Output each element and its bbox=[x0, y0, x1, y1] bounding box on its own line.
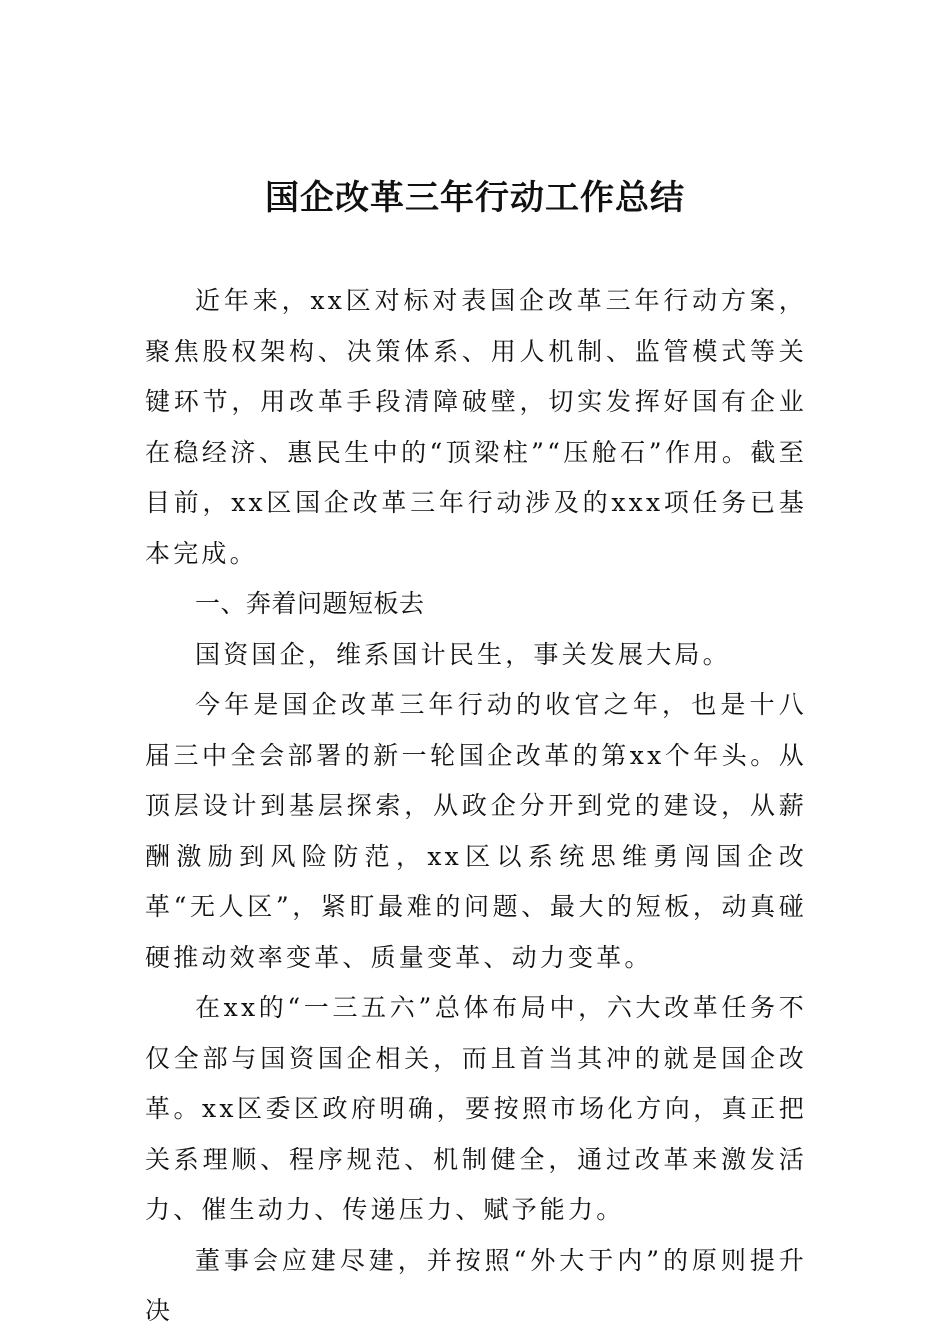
document-body bbox=[145, 276, 807, 1337]
section-heading: 一、奔着问题短板去 bbox=[195, 589, 425, 618]
body-paragraph: 今年是国企改革三年行动的收官之年，也是十八届三中全会部署的新一轮国企改革的第xx个年头。从顶层设计到基层探索，从政企分开到党的建设，从薪酬激励到风险防范，xx区以系统思维勇闯国企改革“无人区”，紧盯最难的问题、最大的短板，动真碰硬推动效率变革、质量变革、动力变革。 bbox=[145, 690, 807, 972]
intro-paragraph: 近年来，xx区对标对表国企改革三年行动方案，聚焦股权架构、决策体系、用人机制、监管模式等关键环节，用改革手段清障破壁，切实发挥好国有企业在稳经济、惠民生中的“顶梁柱”“压舱石”作用。截至目前，xx区国企改革三年行动涉及的xxx项任务已基本完成。 bbox=[145, 286, 807, 568]
body-paragraph: 国资国企，维系国计民生，事关发展大局。 bbox=[195, 639, 731, 669]
document-title: 国企改革三年行动工作总结 bbox=[265, 178, 685, 218]
body-paragraph: 董事会应建尽建，并按照“外大于内”的原则提升决 bbox=[145, 1245, 807, 1325]
body-paragraph: 在xx的“一三五六”总体布局中，六大改革任务不仅全部与国资国企相关，而且首当其冲的就是国企改革。xx区委区政府明确，要按照市场化方向，真正把关系理顺、程序规范、机制健全，通过改革来激发活力、催生动力、传递压力、赋予能力。 bbox=[145, 993, 807, 1224]
